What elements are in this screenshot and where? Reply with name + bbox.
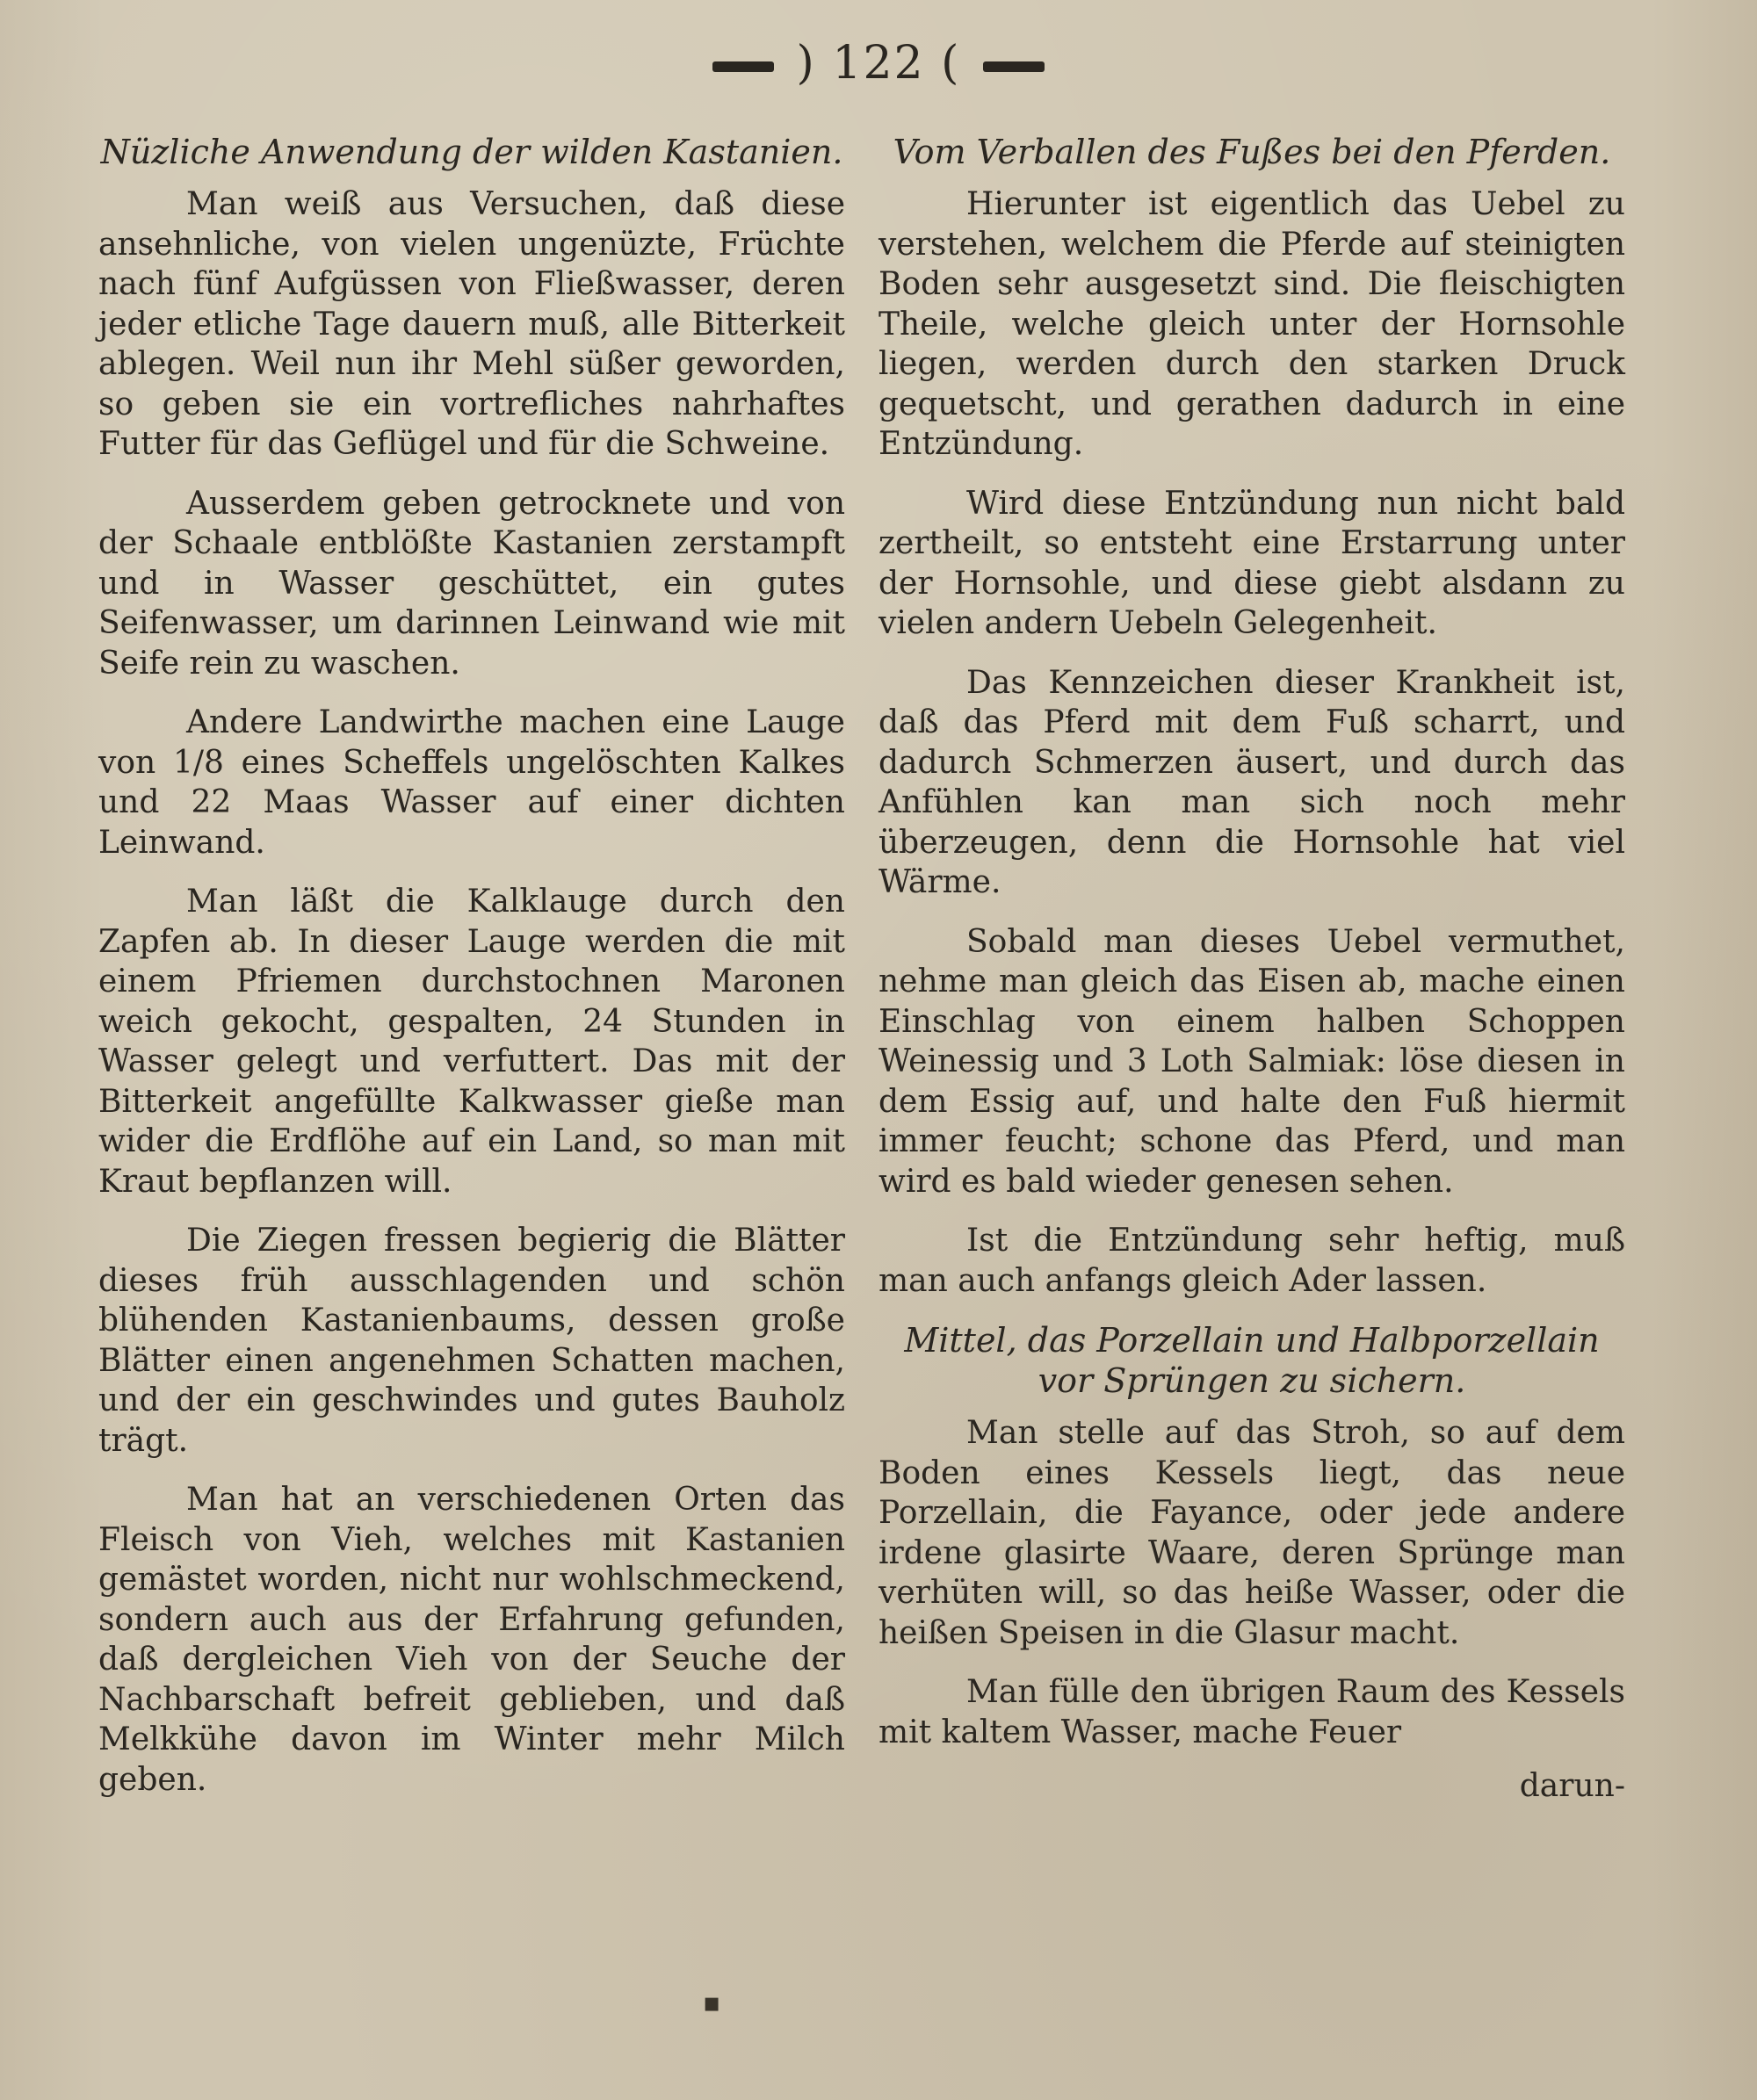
paragraph: Ausserdem geben getrocknete und von der Schaale entblößte Kastanien zerstampft und in Wasser geschüttet, ein gutes Seifenwasser, um darinnen Leinwand wie mit Seife rein zu waschen. [98, 485, 845, 682]
left-column [98, 132, 845, 1819]
article-heading-chestnuts: Nüzliche Anwendung der wilden Kastanien. [100, 133, 843, 171]
paragraph: Die Ziegen fressen begierig die Blätter dieses früh ausschlagenden und schön blühenden Kastanienbaums, dessen große Blätter einen angenehmen Schatten machen, und der ein geschwindes und gutes Bauholz trägt. [98, 1223, 845, 1459]
catchword: darun- [1519, 1768, 1625, 1804]
article-heading-porcelain: Mittel, das Porzellain und Halbporzellain vor Sprüngen zu sichern. [904, 1321, 1600, 1400]
page-number: ) 122 ( [796, 37, 961, 90]
article-heading-horse-foot: Vom Verballen des Fußes bei den Pferden. [893, 133, 1611, 171]
paragraph: Das Kennzeichen dieser Krankheit ist, daß das Pferd mit dem Fuß scharrt, und dadurch Schmerzen äusert, und durch das Anfühlen kan man sich noch mehr überzeugen, denn die Hornsohle hat viel Wärme. [878, 664, 1625, 900]
running-head [0, 37, 1757, 90]
paragraph: Wird diese Entzündung nun nicht bald zertheilt, so entsteht eine Erstarrung unter der Hornsohle, und diese giebt alsdann zu vielen andern Uebeln Gelegenheit. [878, 485, 1625, 641]
left-rule [712, 61, 774, 72]
paragraph: Hierunter ist eigentlich das Uebel zu verstehen, welchem die Pferde auf steinigten Boden sehr ausgesetzt sind. Die fleischigten Theile, welche gleich unter der Hornsohle liegen, werden durch den starken Druck gequetscht, und gerathen dadurch in eine Entzündung. [878, 186, 1625, 462]
right-column [878, 132, 1625, 1807]
right-rule [983, 61, 1045, 72]
paragraph: Sobald man dieses Uebel vermuthet, nehme man gleich das Eisen ab, mache einen Einschlag von einem halben Schoppen Weinessig und 3 Loth Salmiak: löse diesen in dem Essig auf, und halte den Fuß hiermit immer feucht; schone das Pferd, und man wird es bald wieder genesen sehen. [878, 923, 1625, 1200]
paragraph: Man hat an verschiedenen Orten das Fleisch von Vieh, welches mit Kastanien gemästet worden, nicht nur wohlschmeckend, sondern auch aus der Erfahrung gefunden, daß dergleichen Vieh von der Seuche der Nachbarschaft befreit geblieben, und daß Melkkühe davon im Winter mehr Milch geben. [98, 1482, 845, 1798]
paragraph: Man läßt die Kalklauge durch den Zapfen ab. In dieser Lauge werden die mit einem Pfriemen durchstochnen Maronen weich gekocht, gespalten, 24 Stunden in Wasser gelegt und verfuttert. Das mit der Bitterkeit angefüllte Kalkwasser gieße man wider die Erdflöhe auf ein Land, so man mit Kraut bepflanzen will. [98, 884, 845, 1200]
paragraph: Man stelle auf das Stroh, so auf dem Boden eines Kessels liegt, das neue Porzellain, die Fayance, oder jede andere irdene glasirte Waare, deren Sprünge man verhüten will, so das heiße Wasser, oder die heißen Speisen in die Glasur macht. [878, 1415, 1625, 1651]
paragraph: Man weiß aus Versuchen, daß diese ansehnliche, von vielen ungenüzte, Früchte nach fünf Aufgüssen von Fließwasser, deren jeder etliche Tage dauern muß, alle Bitterkeit ablegen. Weil nun ihr Mehl süßer geworden, so geben sie ein vortrefliches nahrhaftes Futter für das Geflügel und für die Schweine. [98, 186, 845, 462]
paragraph: Andere Landwirthe machen eine Lauge von 1/8 eines Scheffels ungelöschten Kalkes und 22 Maas Wasser auf einer dichten Leinwand. [98, 704, 845, 861]
paragraph: Man fülle den übrigen Raum des Kessels mit kaltem Wasser, mache Feuer [878, 1674, 1625, 1750]
ink-blot-mark: ▪ [703, 1988, 721, 2018]
paragraph: Ist die Entzündung sehr heftig, muß man auch anfangs gleich Ader lassen. [878, 1223, 1625, 1299]
